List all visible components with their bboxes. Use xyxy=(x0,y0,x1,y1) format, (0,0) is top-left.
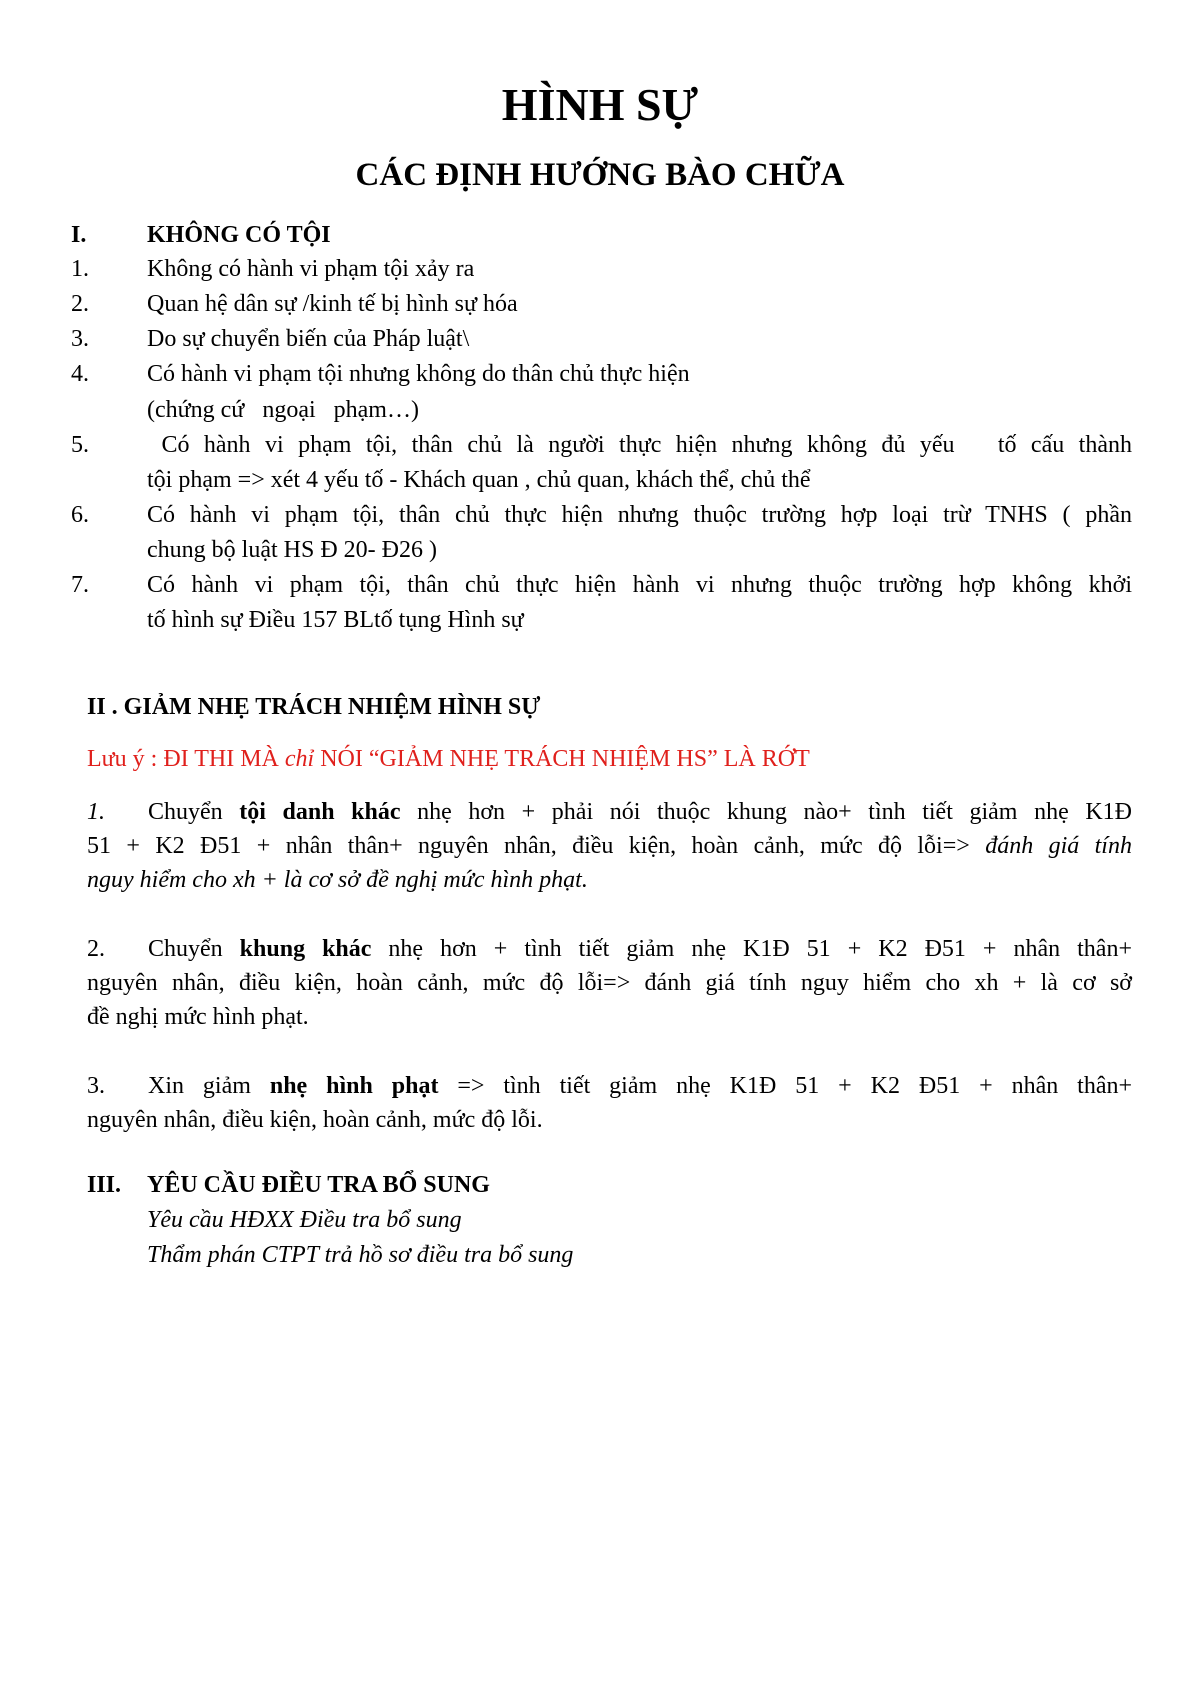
exam-note: Lưu ý : ĐI THI MÀ chỉ NÓI “GIẢM NHẸ TRÁCH NHIỆM HS” LÀ RỚT xyxy=(87,746,810,772)
section-1-numeral: I. xyxy=(71,222,87,248)
paragraph-1: 1. Chuyển tội danh khác nhẹ hơn + phải nói thuộc khung nào+ tình tiết giảm nhẹ K1Đ 51 + K2 Đ51 + nhân thân+ nguyên nhân, điều kiện, hoàn cảnh, mức độ lỗi=> đánh giá tính nguy hiểm cho xh + là cơ sở đề nghị mức hình phạt. xyxy=(87,799,1132,893)
document-title: HÌNH SỰ xyxy=(501,79,699,130)
section-2-heading: II . GIẢM NHẸ TRÁCH NHIỆM HÌNH SỰ xyxy=(87,694,541,720)
section-1-title: KHÔNG CÓ TỘI xyxy=(147,222,331,248)
section-3-title: YÊU CẦU ĐIỀU TRA BỔ SUNG xyxy=(147,1172,490,1198)
paragraph-3: 3. Xin giảm nhẹ hình phạt => tình tiết giảm nhẹ K1Đ 51 + K2 Đ51 + nhân thân+ nguyên nhân, điều kiện, hoàn cảnh, mức độ lỗi. xyxy=(87,1073,1133,1133)
document-page: HÌNH SỰ CÁC ĐỊNH HƯỚNG BÀO CHỮA I. KHÔNG CÓ TỘI 1. Không có hành vi phạm tội xảy ra 2. Quan hệ dân sự /kinh tế bị hình sự hóa 3. Do sự chuyển biến của Pháp luật\ 4. Có hành vi phạm tội nhưng không do thân chủ thực hiện (chứng cứ ngoại phạm…) 5. Có hành vi phạm tội, thân chủ là người thực hiện nhưng không đủ yếu tố cấu thành tội phạm => xét 4 yếu tố - Khách quan , chủ quan, khách thể, chủ thể 6. Có hành vi phạm tội, thân chủ thực hiện nhưng thuộc trường hợp loại trừ TNHS ( phần chung bộ luật HS Đ 20- Đ26 ) 7. Có hành vi phạm tội, thân chủ thực hiện hành vi nhưng thuộc trường hợp không khởi tố hình sự Điều 157 BLtố tụng Hình sự II . GIẢM NHẸ TRÁCH NHIỆM HÌNH SỰ Lưu ý : ĐI THI MÀ chỉ NÓI “GIẢM NHẸ TRÁCH NHIỆM HS” LÀ RỚT 1. Chuyển tội danh khác nhẹ hơn + phải nói thuộc khung nào+ tình tiết giảm nhẹ K1Đ 51 + K2 Đ51 + nhân thân+ nguyên nhân, điều kiện, hoàn cảnh, mức độ lỗi=> đánh giá tính nguy hiểm cho xh + là cơ sở đề nghị mức hình phạt. 2. Chuyển khung khác nhẹ hơn + tình tiết giảm nhẹ K1Đ 51 + K2 Đ51 + nhân thân+ nguyên nhân, điều kiện, hoàn cảnh, mức độ lỗi=> đánh giá tính nguy hiểm cho xh + là cơ sở đề nghị mức hình phạt. 3. Xin giảm nhẹ hình phạt => tình tiết giảm nhẹ K1Đ 51 + K2 Đ51 + nhân thân+ nguyên nhân, điều kiện, hoàn cảnh, mức độ lỗi. III. YÊU CẦU ĐIỀU TRA BỔ SUNG Yêu cầu HĐXX Điều tra bổ sung Thẩm phán CTPT trả hồ sơ điều tra bổ sung xyxy=(0,0,1200,1696)
section-1-heading xyxy=(0,218,331,252)
document-subtitle: CÁC ĐỊNH HƯỚNG BÀO CHỮA xyxy=(355,157,845,193)
paragraph-2: 2. Chuyển khung khác nhẹ hơn + tình tiết giảm nhẹ K1Đ 51 + K2 Đ51 + nhân thân+ nguyên nhân, điều kiện, hoàn cảnh, mức độ lỗi=> đánh giá tính nguy hiểm cho xh + là cơ sở đề nghị mức hình phạt. xyxy=(87,936,1132,1030)
section-3-numeral: III. xyxy=(87,1172,122,1198)
